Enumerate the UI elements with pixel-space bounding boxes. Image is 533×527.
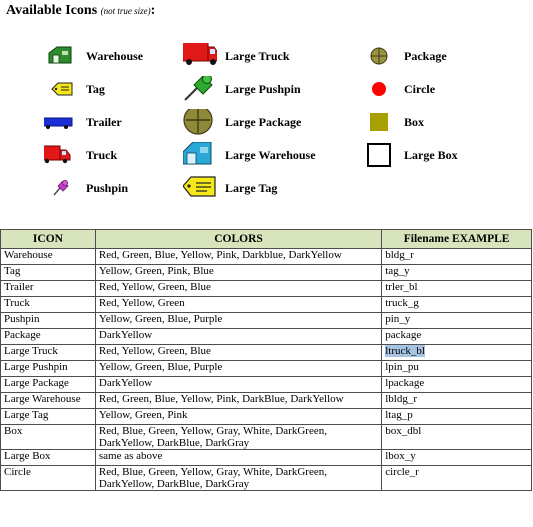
cell-filename: lpin_pu	[382, 361, 532, 377]
tag-icon	[44, 76, 78, 102]
cell-colors: DarkYellow	[95, 377, 381, 393]
cell-colors: Yellow, Green, Blue, Purple	[95, 361, 381, 377]
table-row	[1, 450, 532, 466]
table-row	[1, 265, 532, 281]
table-row	[1, 466, 532, 491]
icon-item-large-pushpin	[183, 76, 301, 102]
icon-label: Large Warehouse	[225, 147, 316, 162]
cell-colors: DarkYellow	[95, 329, 381, 345]
icon-item-trailer	[44, 109, 122, 135]
cell-colors: Yellow, Green, Pink, Blue	[95, 265, 381, 281]
icon-item-box	[362, 109, 424, 135]
cell-filename: circle_r	[382, 466, 532, 491]
cell-filename: pin_y	[382, 313, 532, 329]
table-row	[1, 281, 532, 297]
cell-icon: Truck	[1, 297, 96, 313]
cell-icon: Package	[1, 329, 96, 345]
large-box-icon	[362, 142, 396, 168]
cell-filename: lbldg_r	[382, 393, 532, 409]
icon-label: Package	[404, 48, 447, 63]
trailer-icon	[44, 109, 78, 135]
icon-item-large-tag	[183, 175, 277, 201]
icon-label: Box	[404, 114, 425, 129]
pushpin-icon	[44, 175, 78, 201]
cell-filename	[382, 345, 532, 361]
icon-label: Large Tag	[225, 180, 278, 195]
cell-filename: package	[382, 329, 532, 345]
icon-item-pushpin	[44, 175, 128, 201]
icon-item-circle	[362, 76, 435, 102]
cell-colors: Red, Blue, Green, Yellow, Gray, White, DarkGreen, DarkYellow, DarkBlue, DarkGray	[95, 466, 381, 491]
icon-label: Truck	[86, 147, 118, 162]
icon-label: Large Box	[404, 147, 458, 162]
table-row	[1, 409, 532, 425]
cell-colors: Red, Green, Blue, Yellow, Pink, DarkBlue, DarkYellow	[95, 393, 381, 409]
cell-filename: lbox_y	[382, 450, 532, 466]
icon-label: Tag	[86, 81, 105, 96]
cell-icon: Pushpin	[1, 313, 96, 329]
table-header-row	[1, 230, 532, 249]
table-row	[1, 425, 532, 450]
icon-item-large-warehouse	[183, 142, 316, 168]
large-tag-icon	[183, 175, 217, 201]
cell-icon: Large Box	[1, 450, 96, 466]
icon-grid	[0, 0, 533, 215]
cell-icon: Large Truck	[1, 345, 96, 361]
icon-item-large-package	[183, 109, 301, 135]
table-row	[1, 313, 532, 329]
cell-colors: Yellow, Green, Pink	[95, 409, 381, 425]
icon-item-truck	[44, 142, 117, 168]
table-row	[1, 345, 532, 361]
cell-colors: Red, Yellow, Green, Blue	[95, 281, 381, 297]
heading-colon: :	[150, 3, 156, 18]
icon-item-large-truck	[183, 43, 290, 69]
icon-label: Large Pushpin	[225, 81, 301, 96]
warehouse-icon	[44, 43, 78, 69]
table-row	[1, 361, 532, 377]
icon-item-tag	[44, 76, 105, 102]
large-warehouse-icon	[183, 142, 217, 168]
table-row	[1, 297, 532, 313]
cell-filename: trler_bl	[382, 281, 532, 297]
icon-label: Trailer	[86, 114, 122, 129]
cell-colors: Yellow, Green, Blue, Purple	[95, 313, 381, 329]
icon-item-large-box	[362, 142, 458, 168]
cell-colors: Red, Green, Blue, Yellow, Pink, Darkblue, DarkYellow	[95, 249, 381, 265]
icon-colors-table	[0, 229, 532, 491]
cell-colors: Red, Yellow, Green	[95, 297, 381, 313]
table-row	[1, 377, 532, 393]
cell-icon: Large Package	[1, 377, 96, 393]
icon-label: Warehouse	[86, 48, 144, 63]
cell-icon: Trailer	[1, 281, 96, 297]
large-package-icon	[183, 109, 217, 135]
cell-filename: tag_y	[382, 265, 532, 281]
cell-icon: Large Tag	[1, 409, 96, 425]
column-header-filename: Filename EXAMPLE	[382, 230, 532, 249]
cell-filename: box_dbl	[382, 425, 532, 450]
cell-icon: Box	[1, 425, 96, 450]
cell-icon: Large Pushpin	[1, 361, 96, 377]
table-row	[1, 329, 532, 345]
heading-title: Available Icons	[6, 3, 98, 18]
icon-label: Large Truck	[225, 48, 290, 63]
icon-label: Circle	[404, 81, 436, 96]
table-row	[1, 249, 532, 265]
column-header-colors: COLORS	[95, 230, 381, 249]
heading-note: (not true size)	[100, 6, 151, 16]
box-icon	[362, 109, 396, 135]
truck-icon	[44, 142, 78, 168]
cell-filename: lpackage	[382, 377, 532, 393]
icon-item-warehouse	[44, 43, 143, 69]
table-row	[1, 393, 532, 409]
highlighted-filename: ltruck_bl	[385, 345, 425, 357]
cell-colors: Red, Yellow, Green, Blue	[95, 345, 381, 361]
cell-filename: bldg_r	[382, 249, 532, 265]
cell-colors: Red, Blue, Green, Yellow, Gray, White, DarkGreen, DarkYellow, DarkBlue, DarkGray	[95, 425, 381, 450]
cell-filename: ltag_p	[382, 409, 532, 425]
large-pushpin-icon	[183, 76, 217, 102]
large-truck-icon	[183, 43, 217, 69]
icon-item-package	[362, 43, 447, 69]
cell-icon: Tag	[1, 265, 96, 281]
cell-icon: Circle	[1, 466, 96, 491]
column-header-icon: ICON	[1, 230, 96, 249]
icon-label: Large Package	[225, 114, 302, 129]
cell-icon: Large Warehouse	[1, 393, 96, 409]
cell-filename: truck_g	[382, 297, 532, 313]
circle-icon	[362, 76, 396, 102]
cell-icon: Warehouse	[1, 249, 96, 265]
package-icon	[362, 43, 396, 69]
cell-colors: same as above	[95, 450, 381, 466]
icon-label: Pushpin	[86, 180, 129, 195]
